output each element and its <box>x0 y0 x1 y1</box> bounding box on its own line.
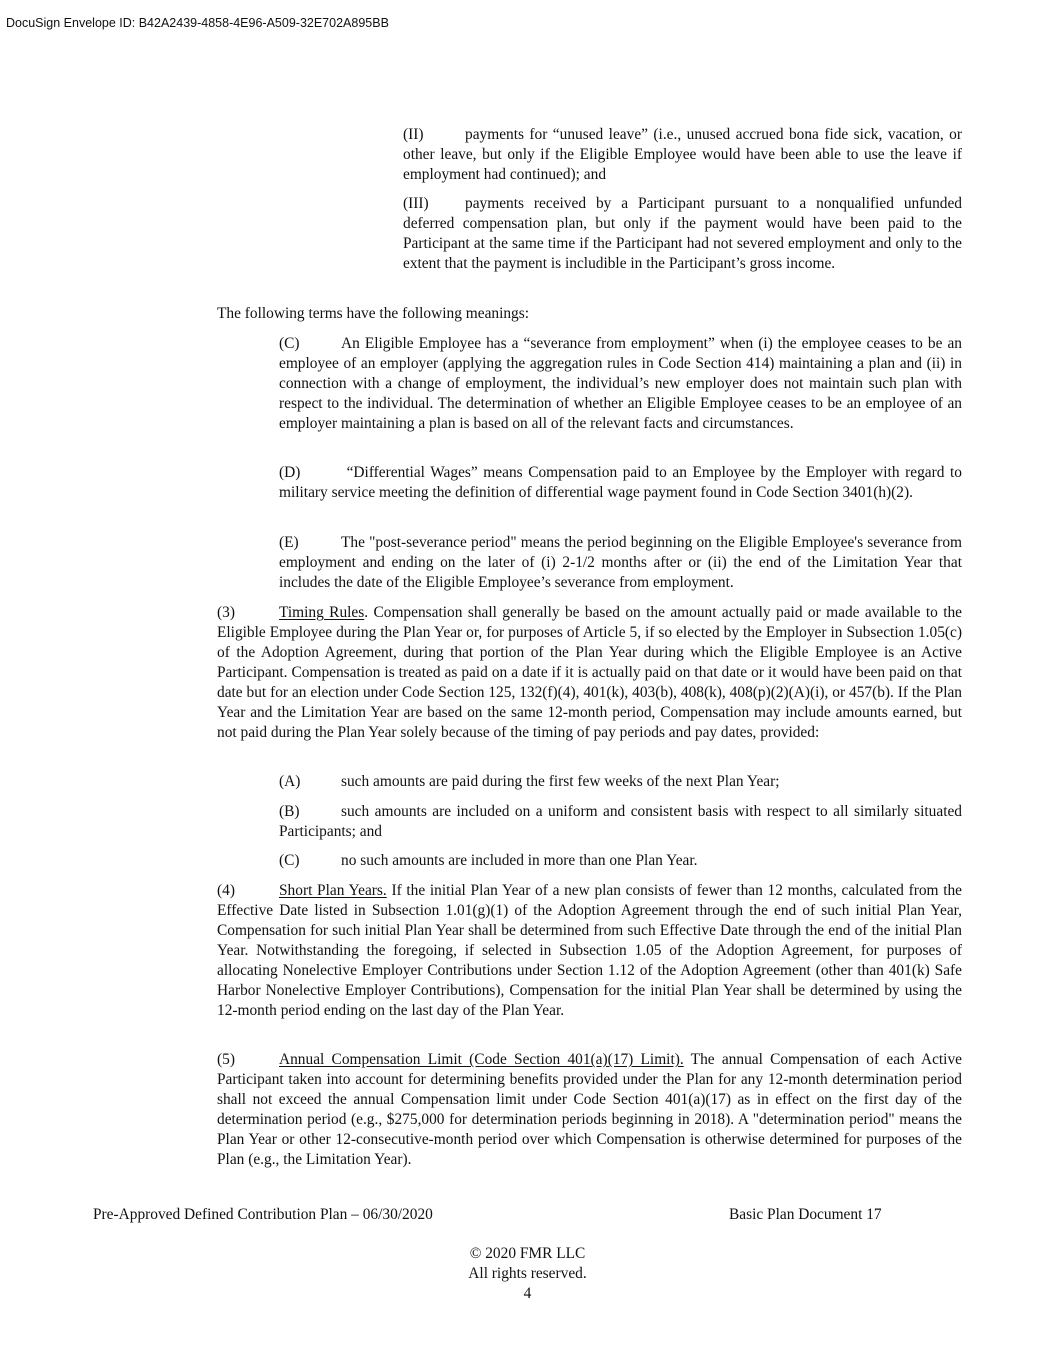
timing-item-a <box>279 772 962 792</box>
timing-item-c <box>279 851 962 871</box>
section-5-heading: Annual Compensation Limit (Code Section 401(a)(17) Limit). <box>279 1051 684 1068</box>
paragraph-c-severance <box>279 334 962 434</box>
timing-item-b <box>279 802 962 842</box>
section-3-label: (3) <box>217 604 235 621</box>
section-4-heading: Short Plan Years. <box>279 882 387 899</box>
section-3-heading: Timing Rules <box>279 604 365 621</box>
section-3-text: . Compensation shall generally be based on the amount actually paid or made available to the Eligible Employee during the Plan Year or, for purposes of Article 5, if so elected by the Employer in Subsection 1.05(c) of the Adoption Agreement, during that portion of the Plan Year during which the Eligible Employee is an Active Participant. Compensation is treated as paid on a date if it is actually paid on that date or it would have been paid on that date but for an election under Code Section 125, 132(f)(4), 401(k), 403(b), 408(k), 408(p)(2)(A)(i), or 457(b). If the Plan Year and the Limitation Year are based on the same 12-month period, Compensation may include amounts earned, but not paid during the Plan Year solely because of the timing of pay periods and pay dates, provided: <box>217 604 963 741</box>
timing-item-a-label: (A) <box>279 773 301 790</box>
timing-item-b-label: (B) <box>279 803 300 820</box>
paragraph-e-post-severance <box>279 533 962 593</box>
footer-plan-title: Pre-Approved Defined Contribution Plan – 06/30/2020 <box>93 1206 433 1223</box>
timing-item-c-label: (C) <box>279 852 300 869</box>
section-3-timing-rules <box>217 603 962 743</box>
paragraph-c-text: An Eligible Employee has a “severance from employment” when (i) the employee ceases to be an employee of an employer (applying the aggregation rules in Code Section 414) maintaining a plan and (ii) in connection with a change of employment, the individual’s new employer does not maintain such plan with respect to the individual. The determination of whether an Eligible Employee ceases to be an employee of an employer maintaining a plan is based on all of the relevant facts and circumstances. <box>279 335 962 432</box>
section-4-short-plan-years <box>217 881 962 1021</box>
timing-item-b-text: such amounts are included on a uniform and consistent basis with respect to all similarly situated Participants; and <box>279 803 962 840</box>
terms-intro: The following terms have the following meanings: <box>217 305 530 322</box>
footer-document-label: Basic Plan Document 17 <box>729 1206 882 1223</box>
paragraph-d-text: “Differential Wages” means Compensation paid to an Employee by the Employer with regard to military service meeting the definition of differential wage payment found in Code Section 3401(h)(2). <box>279 464 962 501</box>
paragraph-ii-text: payments for “unused leave” (i.e., unused accrued bona fide sick, vacation, or other leave, but only if the Eligible Employee would have been able to use the leave if employment had continued); and <box>403 126 962 183</box>
paragraph-iii-text: payments received by a Participant pursuant to a nonqualified unfunded deferred compensation plan, but only if the payment would have been paid to the Participant at the same time if the Participant had not severed employment and only to the extent that the payment is includible in the Participant’s gross income. <box>403 195 962 272</box>
footer-page-number: 4 <box>523 1285 532 1302</box>
section-4-label: (4) <box>217 882 235 899</box>
footer-rights: All rights reserved. <box>468 1265 587 1282</box>
paragraph-e-label: (E) <box>279 534 299 551</box>
docusign-envelope-id: DocuSign Envelope ID: B42A2439-4858-4E96-A509-32E702A895BB <box>6 16 389 30</box>
paragraph-iii-label: (III) <box>403 195 429 212</box>
section-5-text: The annual Compensation of each Active Participant taken into account for determining benefits provided under the Plan for any 12-month determination period shall not exceed the annual Compensation limit under Code Section 401(a)(17) as in effect on the first day of the determination period (e.g., $275,000 for determination periods beginning in 2018). A "determination period" means the Plan Year or other 12-consecutive-month period over which Compensation is otherwise determined for purposes of the Plan (e.g., the Limitation Year). <box>217 1051 962 1168</box>
paragraph-iii <box>403 194 962 274</box>
paragraph-ii-label: (II) <box>403 126 424 143</box>
timing-item-c-text: no such amounts are included in more than one Plan Year. <box>341 852 698 869</box>
timing-item-a-text: such amounts are paid during the first few weeks of the next Plan Year; <box>341 773 780 790</box>
section-4-text: If the initial Plan Year of a new plan consists of fewer than 12 months, calculated from the Effective Date listed in Subsection 1.01(g)(1) of the Adoption Agreement through the end of such initial Plan Year, Compensation for such initial Plan Year shall be determined from such Effective Date through the end of the initial Plan Year. Notwithstanding the foregoing, if selected in Subsection 1.05 of the Adoption Agreement, for purposes of allocating Nonelective Employer Contributions under Section 1.12 of the Adoption Agreement (other than 401(k) Safe Harbor Nonelective Employer Contributions), Compensation for the initial Plan Year shall be determined by using the 12-month period ending on the last day of the Plan Year. <box>217 882 962 1019</box>
section-5-annual-compensation-limit <box>217 1050 962 1170</box>
paragraph-d-label: (D) <box>279 464 301 481</box>
section-5-label: (5) <box>217 1051 235 1068</box>
footer-copyright: © 2020 FMR LLC <box>469 1245 586 1262</box>
paragraph-e-text: The "post-severance period" means the period beginning on the Eligible Employee's severance from employment and ending on the later of (i) 2-1/2 months after or (ii) the end of the Limitation Year that includes the date of the Eligible Employee’s severance from employment. <box>279 534 962 591</box>
paragraph-ii <box>403 125 962 185</box>
paragraph-c-label: (C) <box>279 335 300 352</box>
footer-copyright-block <box>0 1244 1055 1304</box>
paragraph-d-differential-wages <box>279 463 962 503</box>
